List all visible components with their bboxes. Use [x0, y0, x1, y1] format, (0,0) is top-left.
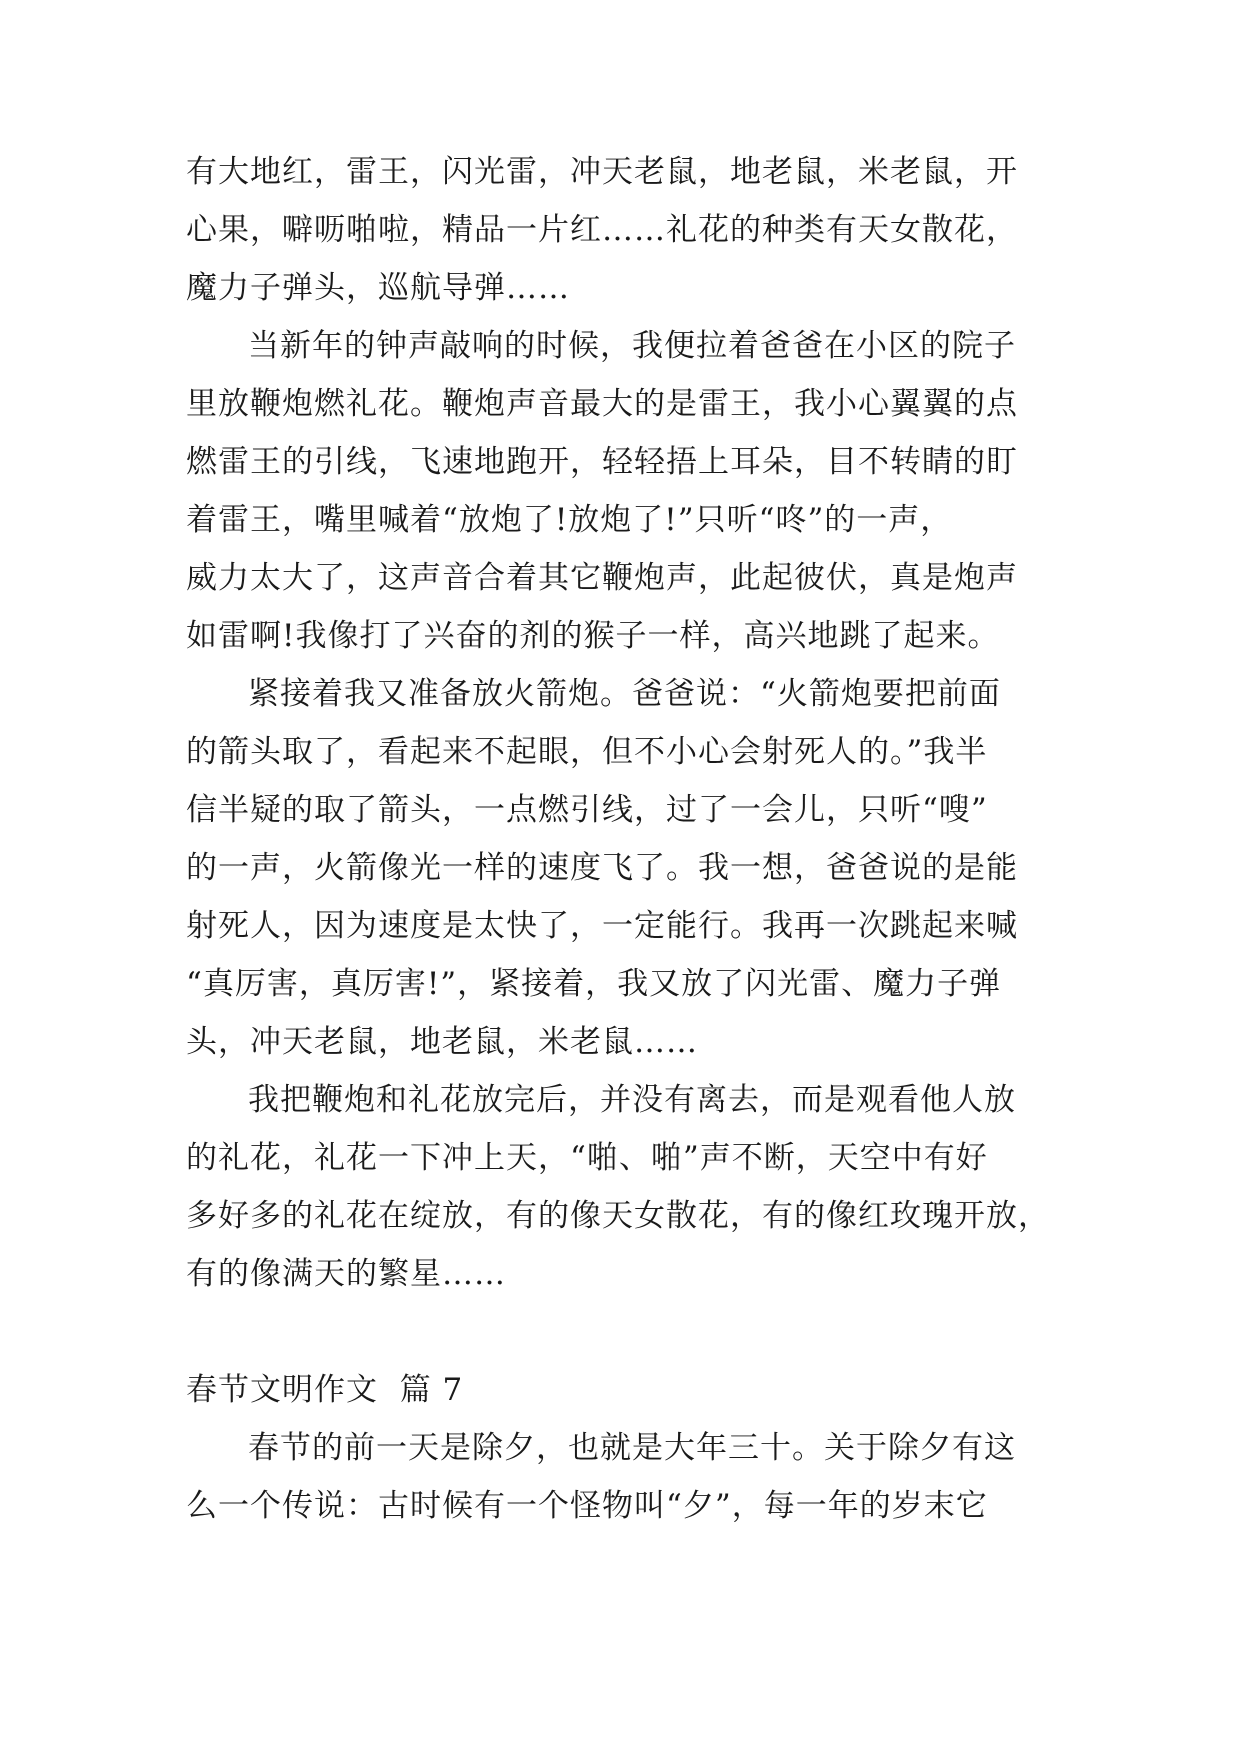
- text-line: 的箭头取了，看起来不起眼，但不小心会射死人的。”我半: [186, 734, 988, 770]
- text-line: 里放鞭炮燃礼花。鞭炮声音最大的是雷王，我小心翼翼的点: [186, 386, 1018, 422]
- text-line: 头，冲天老鼠，地老鼠，米老鼠……: [186, 1024, 698, 1060]
- text-line: 魔力子弹头，巡航导弹……: [186, 270, 570, 306]
- text-line: 信半疑的取了箭头，一点燃引线，过了一会儿，只听“嗖”: [186, 792, 988, 828]
- paragraph-first-line: 春节的前一天是除夕，也就是大年三十。关于除夕有这: [248, 1430, 1016, 1466]
- paragraph-first-line: 紧接着我又准备放火箭炮。爸爸说：“火箭炮要把前面: [248, 676, 1001, 712]
- text-line: 威力太大了，这声音合着其它鞭炮声，此起彼伏，真是炮声: [186, 560, 1018, 596]
- text-line: 心果，噼呖啪啦，精品一片红……礼花的种类有天女散花，: [186, 212, 1018, 248]
- text-line: “真厉害，真厉害!”，紧接着，我又放了闪光雷、魔力子弹: [186, 966, 1002, 1002]
- text-line: 的一声，火箭像光一样的速度飞了。我一想，爸爸说的是能: [186, 850, 1018, 886]
- paragraph-first-line: 当新年的钟声敲响的时候，我便拉着爸爸在小区的院子: [248, 328, 1016, 364]
- text-line: 有的像满天的繁星……: [186, 1256, 506, 1292]
- text-line: 么一个传说：古时候有一个怪物叫“夕”，每一年的岁末它: [186, 1488, 988, 1524]
- text-line: 的礼花，礼花一下冲上天，“啪、啪”声不断，天空中有好: [186, 1140, 988, 1176]
- section-heading: 春节文明作文 篇 7: [186, 1372, 464, 1408]
- text-line: 射死人，因为速度是太快了，一定能行。我再一次跳起来喊: [186, 908, 1018, 944]
- text-line: 燃雷王的引线，飞速地跑开，轻轻捂上耳朵，目不转睛的盯: [186, 444, 1018, 480]
- text-line: 着雷王，嘴里喊着“放炮了!放炮了!”只听“咚”的一声，: [186, 502, 953, 538]
- text-line: 如雷啊!我像打了兴奋的剂的猴子一样，高兴地跳了起来。: [186, 618, 1000, 654]
- text-line: 多好多的礼花在绽放，有的像天女散花，有的像红玫瑰开放，: [186, 1198, 1050, 1234]
- text-line: 有大地红，雷王，闪光雷，冲天老鼠，地老鼠，米老鼠，开: [186, 154, 1018, 190]
- paragraph-first-line: 我把鞭炮和礼花放完后，并没有离去，而是观看他人放: [248, 1082, 1016, 1118]
